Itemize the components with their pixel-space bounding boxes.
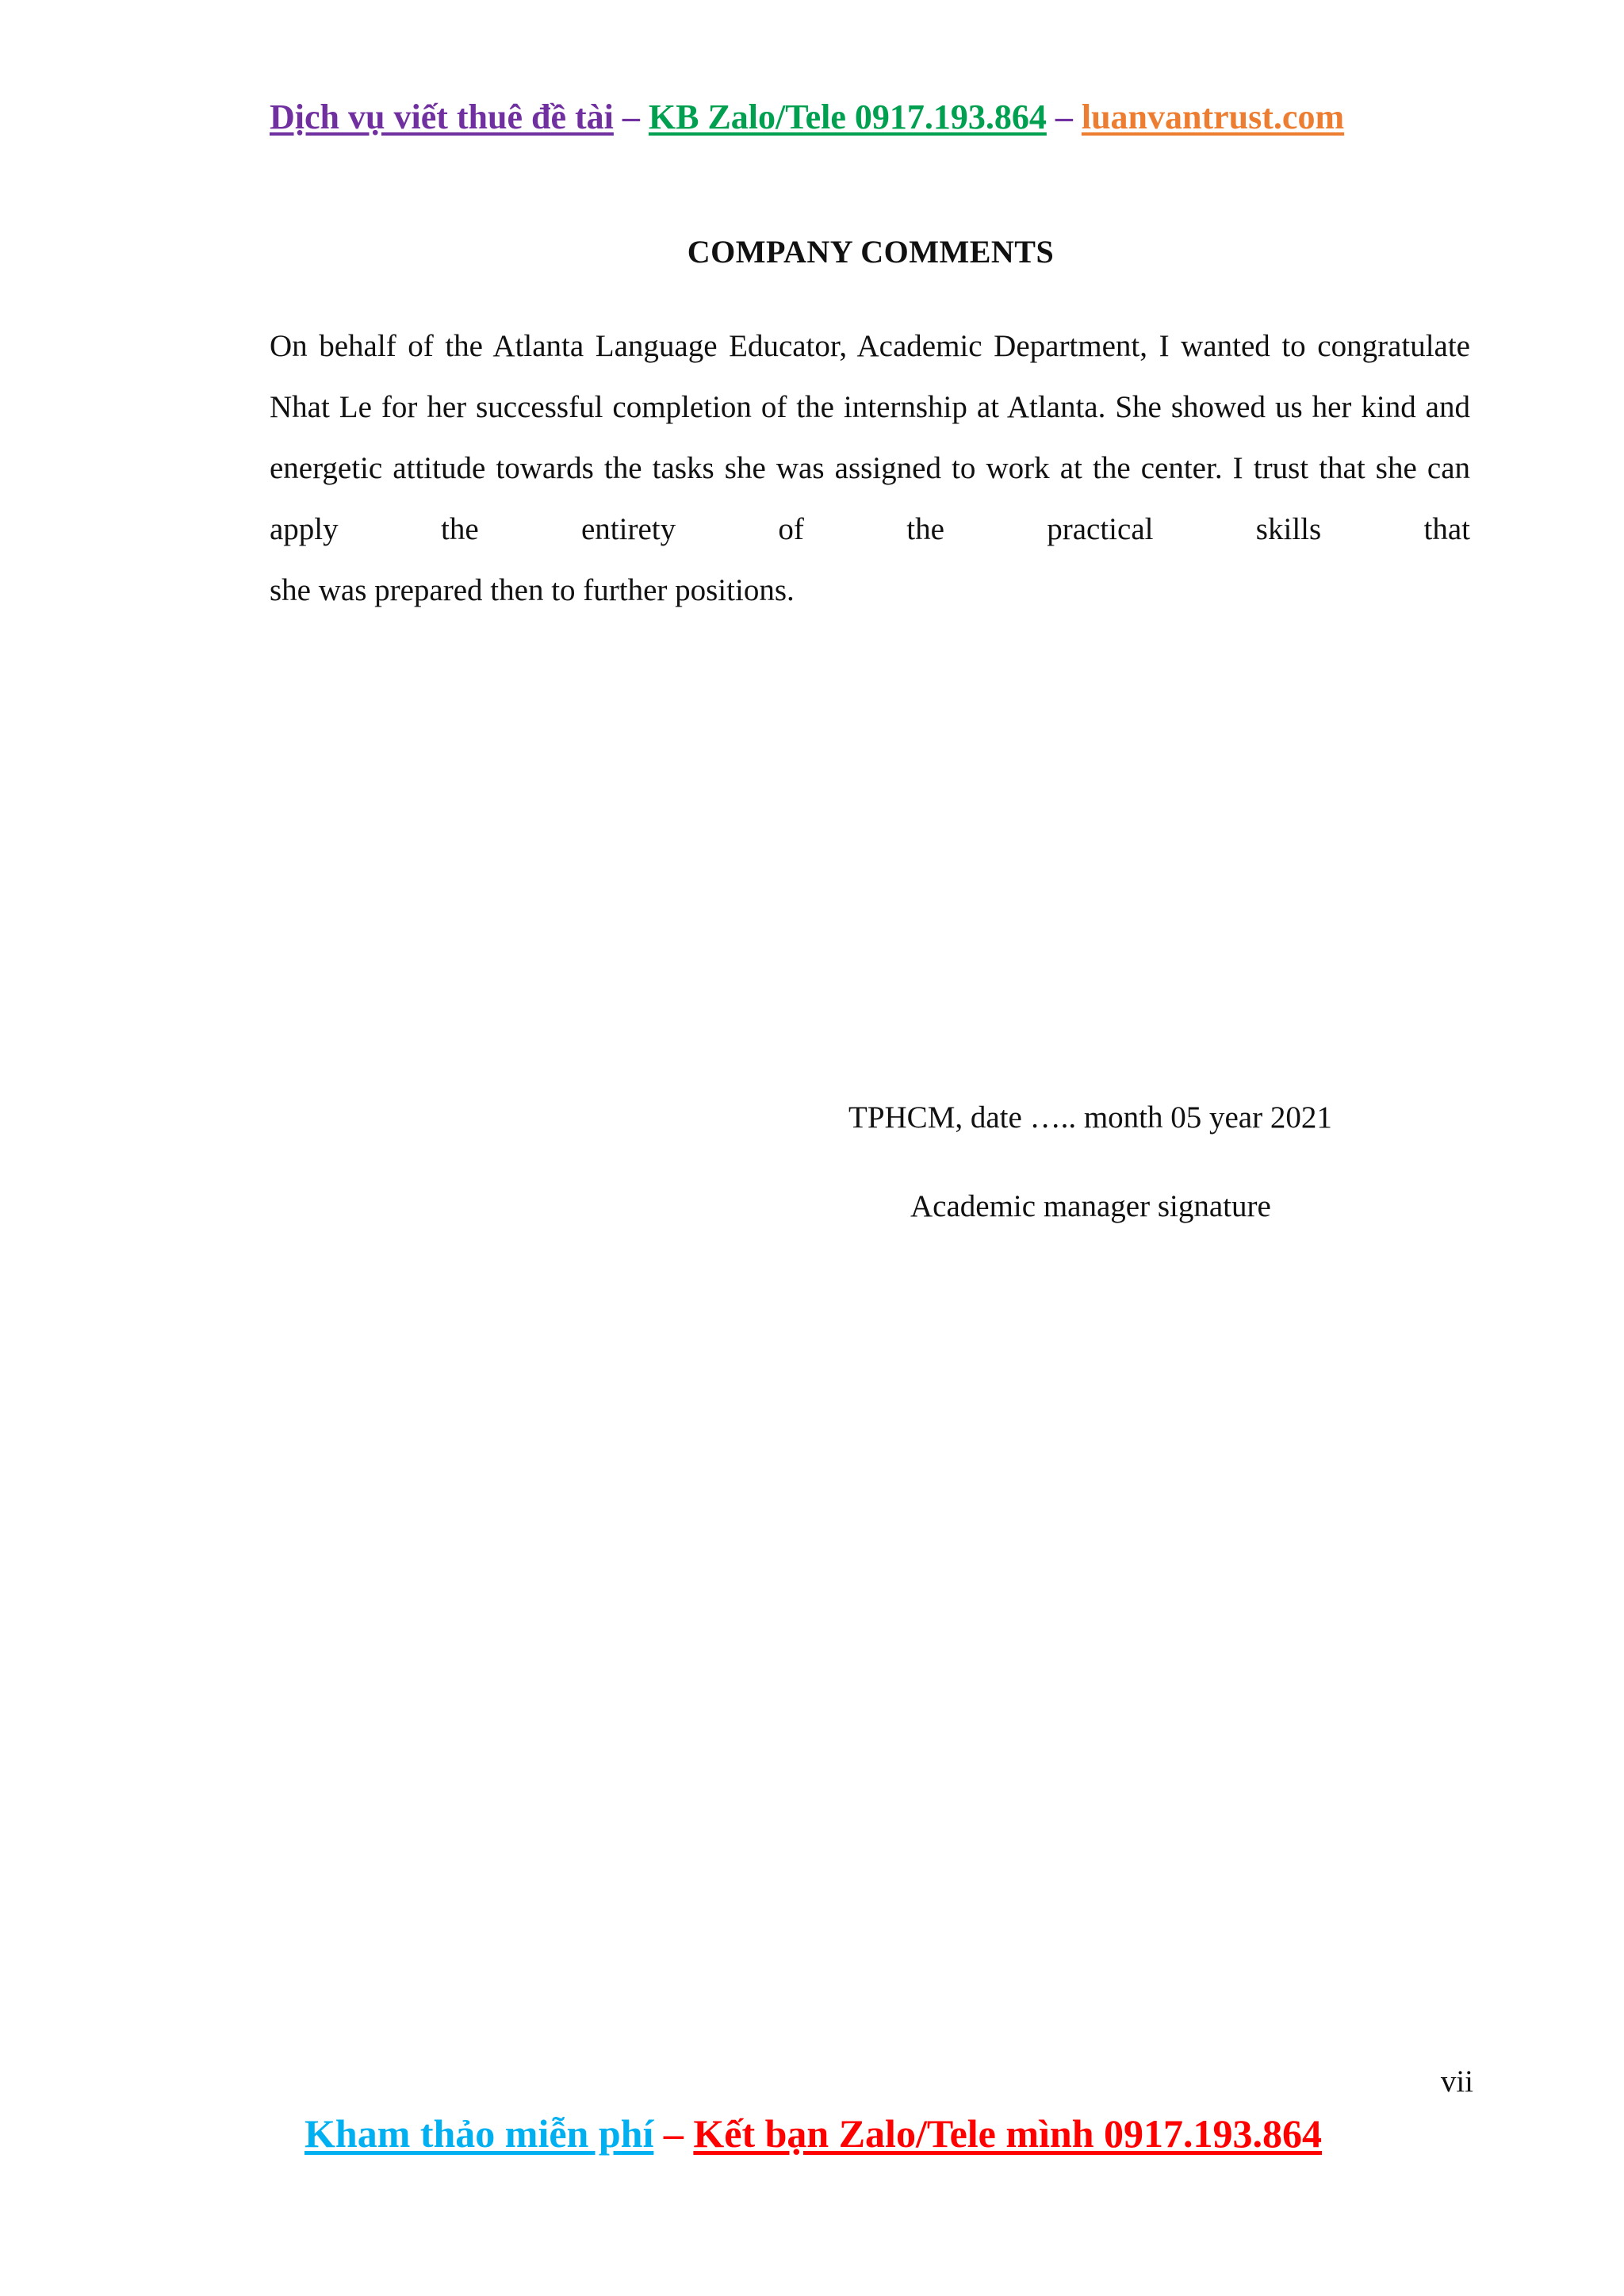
header-separator: – <box>613 98 649 136</box>
document-title: COMPANY COMMENTS <box>687 234 1055 270</box>
page-number: vii <box>1440 2064 1473 2099</box>
service-link[interactable]: Dịch vụ viết thuê đề tài <box>270 98 614 136</box>
footer-separator: – <box>653 2111 694 2156</box>
free-reference-link[interactable]: Kham thảo miễn phí <box>304 2111 654 2156</box>
header-separator: – <box>1046 98 1082 136</box>
comment-paragraph <box>270 316 1470 621</box>
contact-link[interactable]: KB Zalo/Tele 0917.193.864 <box>648 98 1047 136</box>
header-banner <box>270 94 1475 141</box>
comment-paragraph-text: On behalf of the Atlanta Language Educator, Academic Department, I wanted to congratulate Nhat Le for her successful completion of the internship at Atlanta. She showed us her kind and energetic attitude towards the tasks she was assigned to work at the center. I trust that she can apply the entirety of the practical skills that <box>270 329 1470 546</box>
comment-paragraph-last-line: she was prepared then to further positions. <box>270 573 795 607</box>
add-friend-link[interactable]: Kết bạn Zalo/Tele mình 0917.193.864 <box>693 2111 1323 2156</box>
website-link[interactable]: luanvantrust.com <box>1081 98 1345 136</box>
footer-banner <box>304 2107 1478 2160</box>
date-line: TPHCM, date ….. month 05 year 2021 <box>848 1100 1332 1135</box>
signature-label: Academic manager signature <box>910 1189 1271 1223</box>
